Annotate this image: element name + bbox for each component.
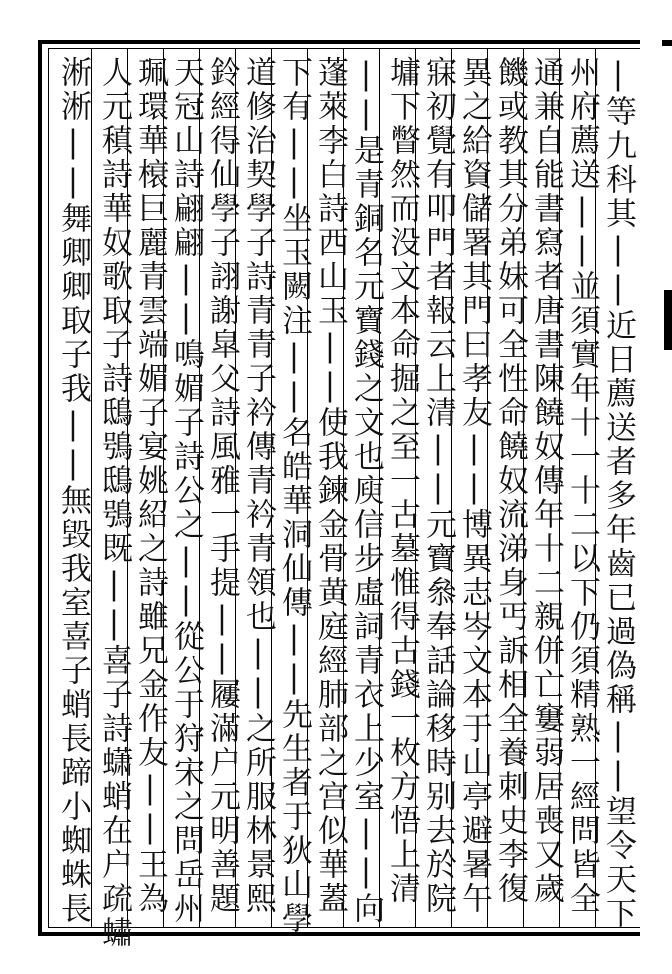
text-column-11: 道修治契學子詩青青子衿傳青衿青領也||之所服林景熙 <box>240 56 276 916</box>
text-column-10: 下有||坐玉闕注||名皓華洞仙傳||先生者于狄山學 <box>276 56 312 936</box>
text-column-12: 鈴經得仙學子詡謝皐父詩風雅一手提||屨滿户元明善題 <box>204 56 240 916</box>
text-column-5: 異之給資儲署其門曰孝友||博異志岑文本于山亭避暑午 <box>456 56 492 916</box>
text-column-15: 人元稹詩華奴歌取子詩鴟鴞鴟鴞既||喜子詩蟏蛸在户疏蟰 <box>96 56 132 950</box>
top-edge-mark <box>662 40 672 46</box>
text-column-14: 珮環華榱巨麗青雲端媚子宴姚紹之詩雖兄金作友||王為 <box>132 56 168 916</box>
text-column-6: 寐初覺有叩門者報云上清||元寶叅奉話論移時别去於院 <box>420 56 456 916</box>
text-column-13: 天冠山詩翩翩||鳴媚子詩公之||從公于狩宋之問岳州 <box>168 56 204 926</box>
text-column-7: 墉下瞥然而没文本命掘之至一古墓惟得古錢一枚方悟上清 <box>384 56 420 906</box>
text-column-2: 州府薦送||並須實年十一十二以下仍須精熟一經問皆全 <box>564 56 600 916</box>
text-column-16: 淅淅||舞卿卿取子我||無毀我室喜子蛸長蹄小蜘蛛長 <box>55 56 91 926</box>
text-column-4: 饑或教其分弟妹可全性命饒奴流涕身丐訴相全養刺史李復 <box>492 56 528 906</box>
text-column-8: ||是青銅名元寶錢之文也庾信步虛詞青衣上少室||向 <box>348 56 384 926</box>
side-edge-mark <box>664 290 672 350</box>
text-column-1: |等九科其||近日薦送者多年齒已過偽稱||望令天下 <box>600 56 636 931</box>
text-column-9: 蓬萊李白詩西山玉||使我鍊金骨黄庭經肺部之宫似華蓋 <box>312 56 348 916</box>
text-column-3: 通兼自能書寫者唐書陳饒奴傳年十二親併亡窶弱居喪又歲 <box>528 56 564 906</box>
